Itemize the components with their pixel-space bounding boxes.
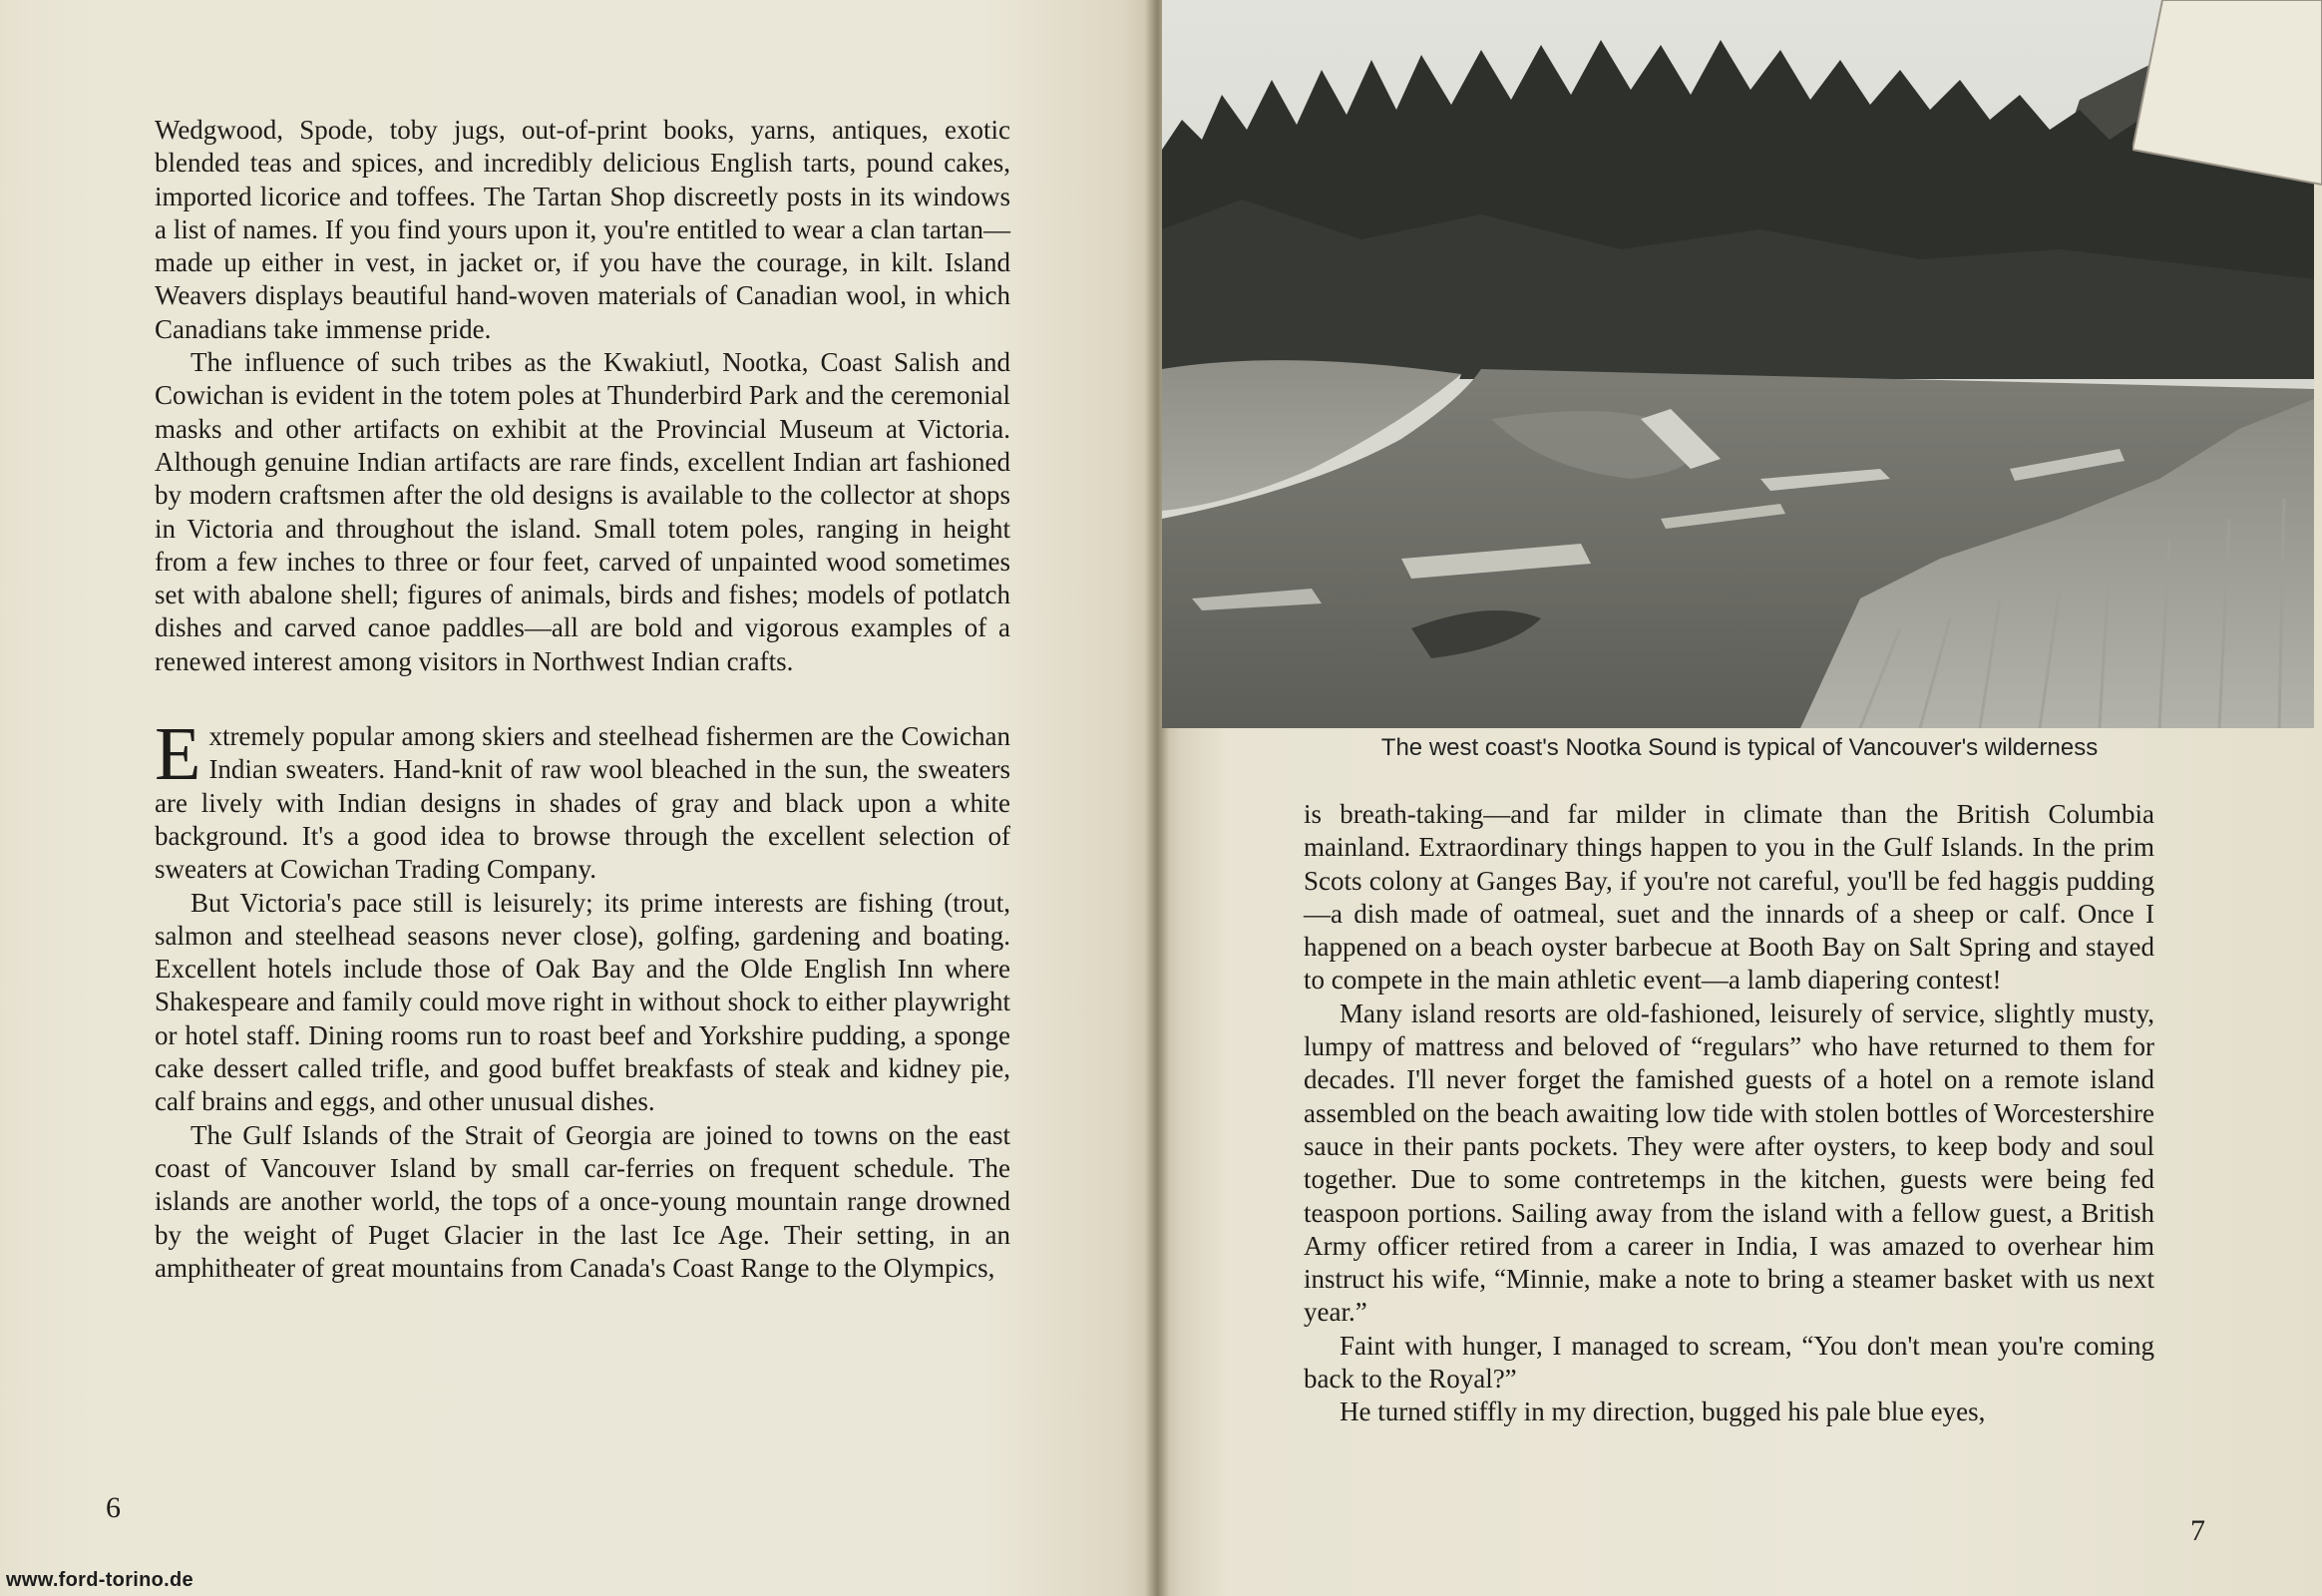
page-number-right: 7 — [2190, 1514, 2205, 1547]
photo-caption: The west coast's Nootka Sound is typical of Vancouver's wilderness — [1380, 734, 2099, 761]
left-page — [0, 0, 1157, 1596]
paragraph: Many island resorts are old-fashioned, leisurely of service, slightly musty, lumpy of mattress and beloved of “regulars” who have returned to them for decades. I'll never forget the famished guests of a hotel on a remote island assembled on the beach awaiting low tide with stolen bottles of Worcestershire sauce in their pants pockets. They were after oysters, to keep body and soul together. Due to some contretemps in the kitchen, guests were being fed teaspoon portions. Sailing away from the island with a fellow guest, a British Army officer retired from a career in India, I was amazed to overhear him instruct his wife, “Minnie, make a note to bring a steamer basket with us next year.” — [1304, 998, 2154, 1328]
page-number-left: 6 — [106, 1491, 121, 1524]
paragraph: The influence of such tribes as the Kwakiutl, Nootka, Coast Salish and Cowichan is evident in the totem poles at Thunderbird Park and the ceremonial masks and other artifacts on exhibit at the Provincial Museum at Victoria. Although genuine Indian artifacts are rare finds, excellent Indian art fashioned by modern craftsmen after the old designs is available to the collector at shops in Victoria and throughout the island. Small totem poles, ranging in height from a few inches to three or four feet, carved of unpainted wood sometimes set with abalone shell; figures of animals, birds and fishes; models of potlatch dishes and carved canoe paddles—all are bold and vigorous examples of a renewed interest among visitors in Northwest Indian crafts. — [155, 347, 1010, 676]
dropcap-paragraph-text: xtremely popular among skiers and steelhead fishermen are the Cowichan Indian sweaters. Hand-knit of raw wool bleached in the sun, the sweaters are lively with Indian designs in shades of gray and black upon a white background. It's a good idea to browse through the excellent selection of sweaters at Cowichan Trading Company. — [155, 721, 1010, 885]
paragraph: Wedgwood, Spode, toby jugs, out-of-print books, yarns, antiques, exotic blended teas and spices, and incredibly delicious English tarts, pound cakes, imported licorice and toffees. The Tartan Shop discreetly posts in its windows a list of names. If you find yours upon it, you're entitled to wear a clan tartan—made up either in vest, in jacket or, if you have the courage, in kilt. Island Weavers displays beautiful hand-woven materials of Canadian wool, in which Canadians take immense pride. — [155, 115, 1010, 344]
left-text-column — [155, 114, 1010, 1285]
paragraph: But Victoria's pace still is leisurely; its prime interests are fishing (trout, salmon and steelhead seasons never close), golfing, gardening and boating. Excellent hotels include those of Oak Bay and the Olde English Inn where Shakespeare and family could move right in without shock to either playwright or hotel staff. Dining rooms run to roast beef and Yorkshire pudding, a sponge cake dessert called trifle, and good buffet breakfasts of steak and kidney pie, calf brains and eggs, and other unusual dishes. — [155, 887, 1010, 1117]
right-text-column — [1304, 798, 2154, 1429]
watermark: www.ford-torino.de — [6, 1569, 194, 1591]
paragraph: He turned stiffly in my direction, bugged his pale blue eyes, — [1340, 1396, 1986, 1427]
dropcap-letter: E — [155, 712, 201, 797]
dropcap-paragraph — [155, 712, 1010, 886]
paragraph: The Gulf Islands of the Strait of Georgia are joined to towns on the east coast of Vancouver Island by small car-ferries on frequent schedule. The islands are another world, the tops of a once-young mountain range drowned by the weight of Puget Glacier in the last Ice Age. Their setting, in an amphitheater of great mountains from Canada's Coast Range to the Olympics, — [155, 1119, 1010, 1283]
photo-corner-tab — [2132, 0, 2322, 190]
paragraph: Faint with hunger, I managed to scream, “You don't mean you're coming back to the Royal?” — [1304, 1330, 2154, 1395]
paragraph: is breath-taking—and far milder in climate than the British Columbia mainland. Extraordinary things happen to you in the Gulf Islands. In the prim Scots colony at Ganges Bay, if you're not careful, you'll be fed haggis pudding—a dish made of oatmeal, suet and the innards of a sheep or calf. Once I happened on a beach oyster barbecue at Booth Bay on Salt Spring and stayed to compete in the main athletic event—a lamb diapering contest! — [1304, 799, 2154, 996]
